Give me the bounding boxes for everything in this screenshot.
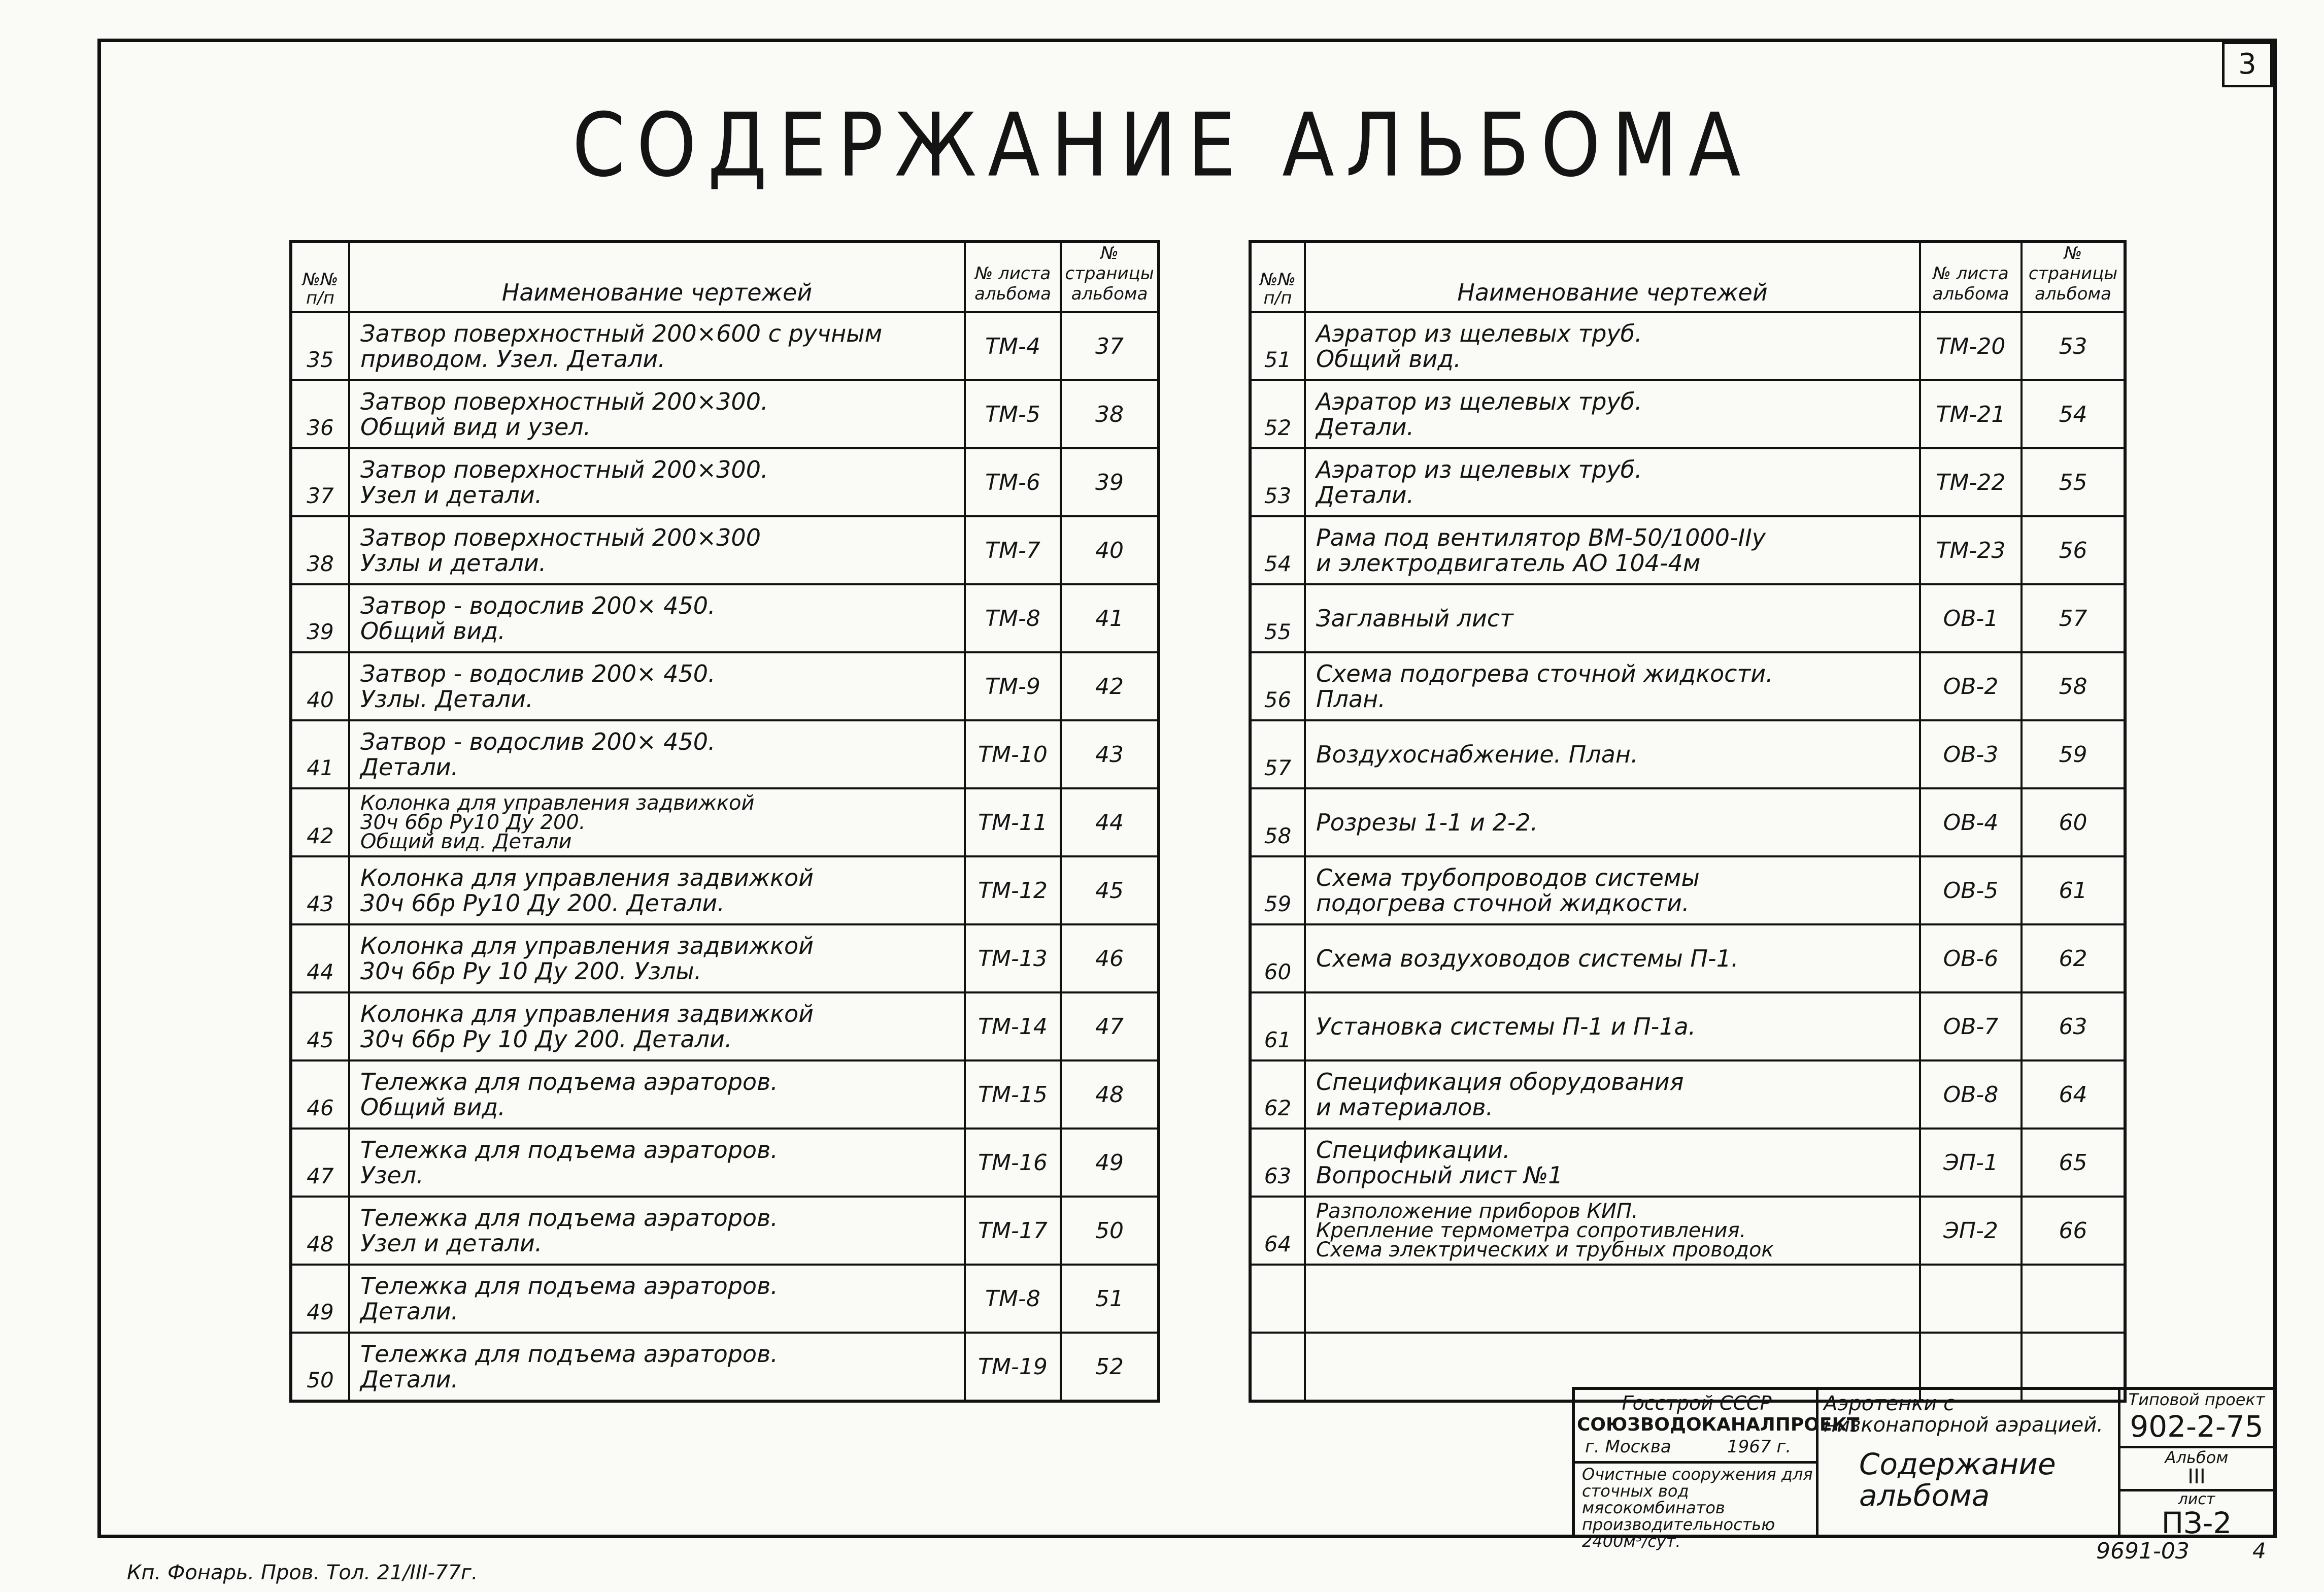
table-row bbox=[1250, 516, 2125, 584]
contents-body-right bbox=[1250, 312, 2125, 1401]
row-page-number: 46 bbox=[1061, 924, 1159, 992]
stamp-list-code: ПЗ-2 bbox=[2161, 1506, 2232, 1540]
archive-number: 9691-03 bbox=[2096, 1538, 2190, 1564]
row-page-number: 39 bbox=[1061, 448, 1159, 516]
row-page-number: 63 bbox=[2022, 992, 2125, 1060]
stamp-subject: Аэротенки с низконапорной аэрацией. bbox=[1824, 1392, 2103, 1437]
row-sheet-number: ОВ-3 bbox=[1920, 720, 2022, 788]
row-number: 48 bbox=[291, 1197, 349, 1265]
row-drawing-name: Аэратор из щелевых труб. Общий вид. bbox=[1305, 312, 1920, 380]
row-page-number: 59 bbox=[2022, 720, 2125, 788]
row-page-number: 54 bbox=[2022, 380, 2125, 448]
row-drawing-name: Затвор поверхностный 200×300 Узлы и детали. bbox=[349, 516, 965, 584]
row-sheet-number: ТМ-8 bbox=[965, 1265, 1061, 1333]
row-sheet-number: ТМ-10 bbox=[965, 720, 1061, 788]
row-drawing-name: Тележка для подъема аэраторов. Детали. bbox=[349, 1265, 965, 1333]
table-row bbox=[1250, 720, 2125, 788]
table-row bbox=[1250, 992, 2125, 1060]
row-number: 59 bbox=[1250, 856, 1305, 924]
table-row bbox=[1250, 448, 2125, 516]
row-drawing-name bbox=[1305, 1265, 1920, 1333]
row-sheet-number: ТМ-21 bbox=[1920, 380, 2022, 448]
table-row bbox=[1250, 380, 2125, 448]
row-sheet-number: ТМ-6 bbox=[965, 448, 1061, 516]
row-number bbox=[1250, 1333, 1305, 1401]
row-page-number: 60 bbox=[2022, 788, 2125, 856]
row-page-number: 40 bbox=[1061, 516, 1159, 584]
row-sheet-number: ЭП-2 bbox=[1920, 1197, 2022, 1265]
contents-body-left bbox=[291, 312, 1159, 1401]
row-number: 51 bbox=[1250, 312, 1305, 380]
row-sheet-number: ОВ-4 bbox=[1920, 788, 2022, 856]
row-page-number: 47 bbox=[1061, 992, 1159, 1060]
table-row bbox=[291, 1129, 1159, 1197]
row-page-number: 65 bbox=[2022, 1129, 2125, 1197]
row-drawing-name: Схема трубопроводов системы подогрева сточной жидкости. bbox=[1305, 856, 1920, 924]
stamp-project-label: Типовой проект bbox=[2128, 1390, 2265, 1409]
row-number: 46 bbox=[291, 1060, 349, 1129]
table-row bbox=[291, 992, 1159, 1060]
row-page-number: 48 bbox=[1061, 1060, 1159, 1129]
row-drawing-name: Тележка для подъема аэраторов. Детали. bbox=[349, 1333, 965, 1401]
column-header-sheet: № листа альбома bbox=[965, 242, 1061, 312]
row-sheet-number: ТМ-9 bbox=[965, 652, 1061, 720]
row-number: 57 bbox=[1250, 720, 1305, 788]
row-number: 58 bbox=[1250, 788, 1305, 856]
row-sheet-number: ТМ-23 bbox=[1920, 516, 2022, 584]
table-row bbox=[291, 788, 1159, 856]
table-header-row bbox=[1250, 242, 2125, 312]
row-number: 47 bbox=[291, 1129, 349, 1197]
row-sheet-number: ТМ-13 bbox=[965, 924, 1061, 992]
column-header-page: № страницы альбома bbox=[1061, 242, 1159, 312]
table-row bbox=[291, 1197, 1159, 1265]
table-row bbox=[1250, 788, 2125, 856]
column-header-page: № страницы альбома bbox=[2022, 242, 2125, 312]
row-number: 38 bbox=[291, 516, 349, 584]
row-drawing-name: Воздухоснабжение. План. bbox=[1305, 720, 1920, 788]
row-drawing-name: Колонка для управления задвижкой 30ч 6бр Ру 10 Ду 200. Детали. bbox=[349, 992, 965, 1060]
stamp-project-code: 902-2-75 bbox=[2130, 1409, 2264, 1444]
row-sheet-number: ТМ-5 bbox=[965, 380, 1061, 448]
row-sheet-number: ЭП-1 bbox=[1920, 1129, 2022, 1197]
table-row bbox=[1250, 924, 2125, 992]
row-page-number: 66 bbox=[2022, 1197, 2125, 1265]
row-number: 49 bbox=[291, 1265, 349, 1333]
column-header-num: №№ п/п bbox=[1250, 242, 1305, 312]
row-sheet-number bbox=[1920, 1265, 2022, 1333]
row-drawing-name: Колонка для управления задвижкой 30ч 6бр Ру10 Ду 200. Общий вид. Детали bbox=[349, 788, 965, 856]
row-page-number: 49 bbox=[1061, 1129, 1159, 1197]
row-page-number: 44 bbox=[1061, 788, 1159, 856]
row-drawing-name: Схема воздуховодов системы П-1. bbox=[1305, 924, 1920, 992]
table-row bbox=[1250, 584, 2125, 652]
row-drawing-name: Затвор - водослив 200× 450. Узлы. Детали. bbox=[349, 652, 965, 720]
row-sheet-number: ОВ-2 bbox=[1920, 652, 2022, 720]
row-page-number: 58 bbox=[2022, 652, 2125, 720]
table-row bbox=[291, 516, 1159, 584]
row-number: 50 bbox=[291, 1333, 349, 1401]
row-page-number: 42 bbox=[1061, 652, 1159, 720]
page-title: СОДЕРЖАНИЕ АЛЬБОМА bbox=[572, 94, 1752, 197]
row-number: 63 bbox=[1250, 1129, 1305, 1197]
column-header-name: Наименование чертежей bbox=[1305, 242, 1920, 312]
table-row bbox=[1250, 1060, 2125, 1129]
table-row bbox=[291, 1060, 1159, 1129]
row-sheet-number: ОВ-8 bbox=[1920, 1060, 2022, 1129]
row-sheet-number: ТМ-7 bbox=[965, 516, 1061, 584]
table-row bbox=[1250, 1197, 2125, 1265]
stamp-year: 1967 г. bbox=[1727, 1437, 1792, 1457]
row-drawing-name: Тележка для подъема аэраторов. Узел. bbox=[349, 1129, 965, 1197]
row-sheet-number: ТМ-12 bbox=[965, 856, 1061, 924]
row-sheet-number: ТМ-8 bbox=[965, 584, 1061, 652]
row-sheet-number: ТМ-19 bbox=[965, 1333, 1061, 1401]
table-row bbox=[291, 652, 1159, 720]
row-drawing-name: Затвор - водослив 200× 450. Общий вид. bbox=[349, 584, 965, 652]
row-drawing-name: Спецификации. Вопросный лист №1 bbox=[1305, 1129, 1920, 1197]
row-number: 53 bbox=[1250, 448, 1305, 516]
row-page-number: 37 bbox=[1061, 312, 1159, 380]
table-row bbox=[291, 312, 1159, 380]
row-page-number: 43 bbox=[1061, 720, 1159, 788]
row-page-number: 56 bbox=[2022, 516, 2125, 584]
table-row bbox=[291, 448, 1159, 516]
stamp-object: Очистные сооружения для сточных вод мясокомбинатов производительностью 2400м³/сут. bbox=[1582, 1465, 1813, 1551]
row-number: 37 bbox=[291, 448, 349, 516]
table-row bbox=[1250, 312, 2125, 380]
row-number: 60 bbox=[1250, 924, 1305, 992]
row-page-number: 50 bbox=[1061, 1197, 1159, 1265]
row-drawing-name: Установка системы П-1 и П-1а. bbox=[1305, 992, 1920, 1060]
table-row bbox=[1250, 856, 2125, 924]
approval-note: Кп. Фонарь. Пров. Тол. 21/III-77г. bbox=[127, 1561, 478, 1584]
stamp-sheet-title: Содержание альбома bbox=[1859, 1447, 2056, 1513]
stamp-album-num: III bbox=[2187, 1465, 2206, 1488]
row-drawing-name: Тележка для подъема аэраторов. Узел и детали. bbox=[349, 1197, 965, 1265]
row-sheet-number: ТМ-22 bbox=[1920, 448, 2022, 516]
row-number: 41 bbox=[291, 720, 349, 788]
row-number: 44 bbox=[291, 924, 349, 992]
row-number: 43 bbox=[291, 856, 349, 924]
row-drawing-name: Затвор поверхностный 200×300. Общий вид и узел. bbox=[349, 380, 965, 448]
row-number: 39 bbox=[291, 584, 349, 652]
row-page-number: 62 bbox=[2022, 924, 2125, 992]
row-number: 36 bbox=[291, 380, 349, 448]
row-drawing-name: Тележка для подъема аэраторов. Общий вид. bbox=[349, 1060, 965, 1129]
column-header-sheet: № листа альбома bbox=[1920, 242, 2022, 312]
row-sheet-number: ОВ-5 bbox=[1920, 856, 2022, 924]
row-sheet-number: ТМ-4 bbox=[965, 312, 1061, 380]
row-number: 61 bbox=[1250, 992, 1305, 1060]
stamp-org2: СОЮЗВОДОКАНАЛПРОЕКТ bbox=[1577, 1414, 1860, 1435]
stamp-city: г. Москва bbox=[1585, 1437, 1671, 1457]
row-drawing-name: Колонка для управления задвижкой 30ч 6бр Ру10 Ду 200. Детали. bbox=[349, 856, 965, 924]
row-sheet-number: ТМ-20 bbox=[1920, 312, 2022, 380]
row-sheet-number: ОВ-7 bbox=[1920, 992, 2022, 1060]
table-row bbox=[291, 856, 1159, 924]
row-sheet-number: ОВ-6 bbox=[1920, 924, 2022, 992]
row-page-number: 64 bbox=[2022, 1060, 2125, 1129]
row-drawing-name: Затвор поверхностный 200×300. Узел и детали. bbox=[349, 448, 965, 516]
row-page-number: 55 bbox=[2022, 448, 2125, 516]
row-number: 35 bbox=[291, 312, 349, 380]
row-page-number bbox=[2022, 1265, 2125, 1333]
row-sheet-number: ТМ-17 bbox=[965, 1197, 1061, 1265]
row-sheet-number: ТМ-11 bbox=[965, 788, 1061, 856]
table-row bbox=[1250, 652, 2125, 720]
column-header-num: №№ п/п bbox=[291, 242, 349, 312]
sheet-corner-number: 3 bbox=[2222, 42, 2273, 87]
row-page-number: 57 bbox=[2022, 584, 2125, 652]
row-sheet-number: ТМ-14 bbox=[965, 992, 1061, 1060]
row-drawing-name: Колонка для управления задвижкой 30ч 6бр Ру 10 Ду 200. Узлы. bbox=[349, 924, 965, 992]
row-number bbox=[1250, 1265, 1305, 1333]
row-sheet-number: ТМ-15 bbox=[965, 1060, 1061, 1129]
row-page-number: 52 bbox=[1061, 1333, 1159, 1401]
stamp-album-label: Альбом bbox=[2165, 1448, 2229, 1467]
row-number: 54 bbox=[1250, 516, 1305, 584]
table-header-row bbox=[291, 242, 1159, 312]
row-number: 56 bbox=[1250, 652, 1305, 720]
row-drawing-name: Розрезы 1-1 и 2-2. bbox=[1305, 788, 1920, 856]
row-drawing-name: Рама под вентилятор ВМ-50/1000-IIу и электродвигатель АО 104-4м bbox=[1305, 516, 1920, 584]
table-row bbox=[291, 1265, 1159, 1333]
table-row bbox=[291, 380, 1159, 448]
table-row bbox=[291, 924, 1159, 992]
row-drawing-name: Затвор поверхностный 200×600 с ручным приводом. Узел. Детали. bbox=[349, 312, 965, 380]
row-number: 40 bbox=[291, 652, 349, 720]
table-row bbox=[1250, 1129, 2125, 1197]
column-header-name: Наименование чертежей bbox=[349, 242, 965, 312]
stamp-list-label: лист bbox=[2178, 1490, 2215, 1508]
row-page-number: 45 bbox=[1061, 856, 1159, 924]
row-number: 62 bbox=[1250, 1060, 1305, 1129]
row-drawing-name: Заглавный лист bbox=[1305, 584, 1920, 652]
row-drawing-name: Затвор - водослив 200× 450. Детали. bbox=[349, 720, 965, 788]
row-number: 42 bbox=[291, 788, 349, 856]
table-row bbox=[1250, 1265, 2125, 1333]
row-drawing-name: Спецификация оборудования и материалов. bbox=[1305, 1060, 1920, 1129]
row-number: 52 bbox=[1250, 380, 1305, 448]
contents-table-right bbox=[1249, 240, 2127, 1403]
row-sheet-number: ОВ-1 bbox=[1920, 584, 2022, 652]
row-number: 45 bbox=[291, 992, 349, 1060]
row-number: 55 bbox=[1250, 584, 1305, 652]
row-page-number: 61 bbox=[2022, 856, 2125, 924]
stamp-org1: Госстрой СССР bbox=[1622, 1392, 1772, 1414]
table-row bbox=[291, 584, 1159, 652]
row-drawing-name: Разположение приборов КИП. Крепление термометра сопротивления. Схема электрических и трубных проводок bbox=[1305, 1197, 1920, 1265]
row-drawing-name: Аэратор из щелевых труб. Детали. bbox=[1305, 380, 1920, 448]
row-drawing-name: Схема подогрева сточной жидкости. План. bbox=[1305, 652, 1920, 720]
page-mark: 4 bbox=[2252, 1538, 2266, 1563]
table-row bbox=[291, 720, 1159, 788]
row-page-number: 38 bbox=[1061, 380, 1159, 448]
row-sheet-number: ТМ-16 bbox=[965, 1129, 1061, 1197]
row-page-number: 41 bbox=[1061, 584, 1159, 652]
row-drawing-name: Аэратор из щелевых труб. Детали. bbox=[1305, 448, 1920, 516]
row-page-number: 51 bbox=[1061, 1265, 1159, 1333]
row-page-number: 53 bbox=[2022, 312, 2125, 380]
table-row bbox=[291, 1333, 1159, 1401]
row-number: 64 bbox=[1250, 1197, 1305, 1265]
contents-table-left bbox=[289, 240, 1160, 1403]
